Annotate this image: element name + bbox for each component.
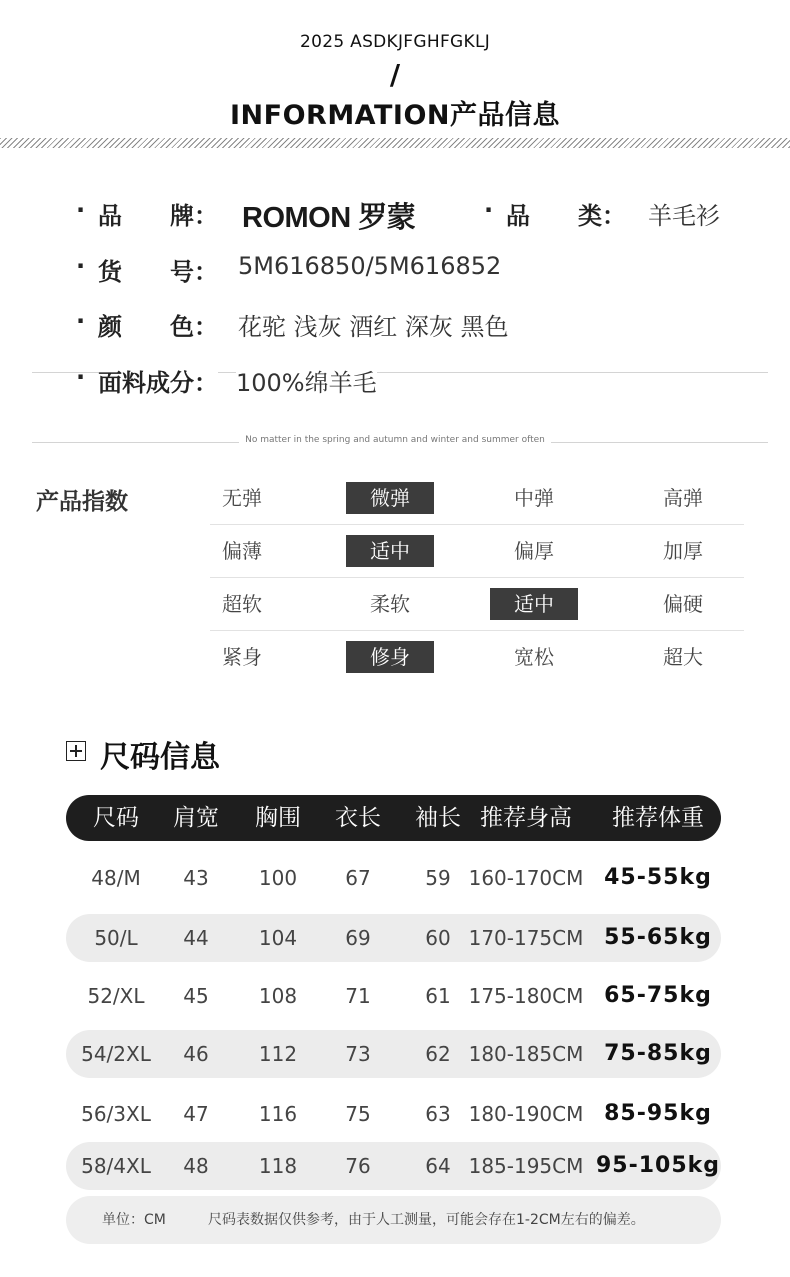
size-table-cell: 65-75kg	[604, 983, 712, 1008]
bullet: ·	[76, 363, 86, 391]
fabric-label: 面料成分：	[98, 363, 218, 398]
size-table-cell: 48	[183, 1154, 209, 1178]
info-row-fabric	[0, 363, 790, 403]
color-label: 颜 色：	[98, 313, 218, 341]
size-table-cell: 45-55kg	[604, 865, 712, 890]
size-table-cell: 44	[183, 926, 209, 950]
index-row-divider	[210, 524, 744, 525]
size-header-cell: 推荐身高	[480, 805, 572, 831]
size-table-cell: 185-195CM	[468, 1154, 584, 1178]
size-header-cell: 推荐体重	[612, 805, 704, 831]
category-label: 品 类：	[506, 202, 626, 230]
size-table-header	[66, 795, 721, 841]
size-table-cell: 75	[345, 1102, 371, 1126]
size-footnote	[66, 1196, 721, 1244]
item-number-label: 货 号：	[98, 258, 218, 286]
index-row-divider	[210, 577, 744, 578]
size-table-cell: 43	[183, 866, 209, 890]
size-table-row	[66, 972, 721, 1020]
size-table-cell: 46	[183, 1042, 209, 1066]
tagline-text: No matter in the spring and autumn and winter and summer often	[239, 435, 551, 445]
index-option: 超大	[663, 645, 703, 669]
size-table-cell: 95-105kg	[595, 1153, 721, 1178]
size-header-cell: 肩宽	[173, 805, 219, 831]
size-table-cell: 71	[345, 984, 371, 1008]
product-index-title: 产品指数	[36, 489, 128, 515]
size-table-cell: 56/3XL	[81, 1102, 151, 1126]
unit-note: 单位：CM	[102, 1212, 166, 1228]
page-code: 2025 ASDKJFGHFGKLJ	[299, 32, 491, 52]
size-table-cell: 180-190CM	[468, 1102, 584, 1126]
size-table-cell: 58/4XL	[81, 1154, 151, 1178]
index-option: 加厚	[663, 539, 703, 563]
title-slash: /	[389, 58, 401, 91]
size-table-cell: 170-175CM	[468, 926, 584, 950]
size-table-cell: 45	[183, 984, 209, 1008]
size-table-cell: 61	[425, 984, 451, 1008]
size-table-cell: 116	[258, 1102, 298, 1126]
size-table-row	[66, 854, 721, 902]
size-table-cell: 85-95kg	[604, 1101, 712, 1126]
bullet: ·	[76, 252, 86, 280]
index-option: 偏薄	[222, 539, 262, 563]
size-table-cell: 108	[258, 984, 298, 1008]
index-row-divider	[210, 630, 744, 631]
info-row-item	[0, 252, 790, 292]
brand-logo: ROMON 罗蒙	[242, 202, 416, 234]
info-row-brand	[0, 196, 790, 236]
size-table-cell: 63	[425, 1102, 451, 1126]
size-table-cell: 67	[345, 866, 371, 890]
index-option: 宽松	[514, 645, 554, 669]
size-table-cell: 59	[425, 866, 451, 890]
size-table-row	[66, 1142, 721, 1190]
size-table-cell: 48/M	[91, 866, 141, 890]
index-option-selected: 微弹	[346, 482, 434, 514]
size-table-cell: 160-170CM	[468, 866, 584, 890]
brand-label: 品 牌：	[98, 202, 218, 230]
size-table-cell: 55-65kg	[604, 925, 712, 950]
index-option: 超软	[222, 592, 262, 616]
index-option: 偏厚	[514, 539, 554, 563]
size-table-cell: 50/L	[94, 926, 138, 950]
size-table-row	[66, 1030, 721, 1078]
bullet: ·	[76, 196, 86, 224]
hatched-divider	[0, 138, 790, 148]
size-table-row	[66, 1090, 721, 1138]
size-table-cell: 54/2XL	[81, 1042, 151, 1066]
disclaimer: 尺码表数据仅供参考，由于人工测量，可能会存在1-2CM左右的偏差。	[208, 1212, 645, 1228]
color-value: 花驼 浅灰 酒红 深灰 黑色	[238, 313, 509, 341]
index-option-selected: 适中	[346, 535, 434, 567]
index-option: 偏硬	[663, 592, 703, 616]
size-table-cell: 175-180CM	[468, 984, 584, 1008]
size-table-cell: 100	[258, 866, 298, 890]
item-number-value: 5M616850/5M616852	[238, 252, 502, 280]
size-table-cell: 47	[183, 1102, 209, 1126]
size-table-cell: 112	[258, 1042, 298, 1066]
size-table-cell: 62	[425, 1042, 451, 1066]
size-table-cell: 64	[425, 1154, 451, 1178]
size-header-cell: 衣长	[335, 805, 381, 831]
page-title: INFORMATION产品信息	[229, 100, 560, 131]
size-table-cell: 73	[345, 1042, 371, 1066]
index-option: 无弹	[222, 486, 262, 510]
index-option: 高弹	[663, 486, 703, 510]
size-header-cell: 袖长	[415, 805, 461, 831]
size-table-cell: 118	[258, 1154, 298, 1178]
size-table-cell: 52/XL	[87, 984, 145, 1008]
index-option-selected: 修身	[346, 641, 434, 673]
size-header-cell: 尺码	[93, 805, 139, 831]
fabric-value: 100%绵羊毛	[236, 363, 377, 398]
size-table-cell: 76	[345, 1154, 371, 1178]
size-table-cell: 60	[425, 926, 451, 950]
bullet: ·	[76, 307, 86, 335]
size-table-cell: 75-85kg	[604, 1041, 712, 1066]
info-row-color	[0, 307, 790, 347]
tagline	[0, 435, 790, 445]
bullet: ·	[484, 196, 494, 224]
index-option: 柔软	[370, 592, 410, 616]
size-table-row	[66, 914, 721, 962]
size-header-cell: 胸围	[255, 805, 301, 831]
size-table-cell: 104	[258, 926, 298, 950]
index-option-selected: 适中	[490, 588, 578, 620]
size-table-cell: 180-185CM	[468, 1042, 584, 1066]
index-option: 中弹	[514, 486, 554, 510]
size-info-title: 尺码信息	[100, 740, 220, 775]
size-table-cell: 69	[345, 926, 371, 950]
index-option: 紧身	[222, 645, 262, 669]
category-value: 羊毛衫	[648, 202, 720, 230]
plus-box-icon	[66, 741, 86, 761]
